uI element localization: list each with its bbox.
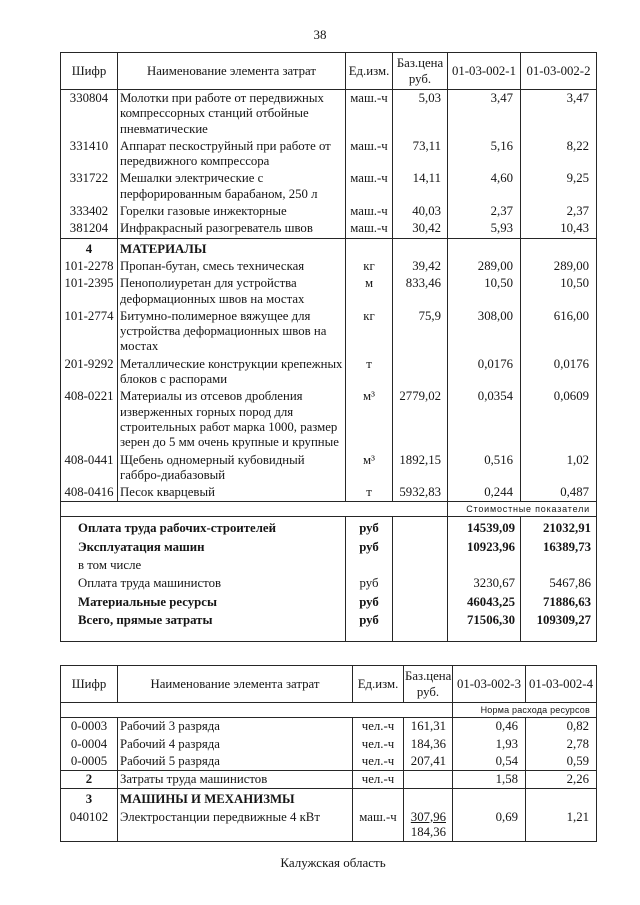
row-value-a: 3,47 xyxy=(448,90,521,138)
row-unit: маш.-ч xyxy=(353,809,404,842)
row-name: Инфракрасный разогреватель швов xyxy=(118,220,346,238)
row-code: 333402 xyxy=(61,203,118,220)
table-row xyxy=(61,138,597,171)
row-name: Пропан-бутан, смесь техническая xyxy=(118,258,346,275)
row-unit: м³ xyxy=(346,452,393,485)
row-value-b: 10,50 xyxy=(521,275,597,308)
row-name: Рабочий 4 разряда xyxy=(118,736,353,753)
summary-unit: руб xyxy=(346,611,393,641)
summary-row xyxy=(61,517,597,538)
footer-region: Калужская область xyxy=(280,855,386,871)
row-unit xyxy=(346,238,393,258)
summary-name: в том числе xyxy=(61,557,346,575)
row-value-a xyxy=(448,238,521,258)
row-price-main: 307,96 xyxy=(410,809,446,824)
cost-indicators-row xyxy=(61,502,597,517)
summary-row xyxy=(61,538,597,556)
row-code: 331410 xyxy=(61,138,118,171)
row-value-b: 0,487 xyxy=(521,484,597,502)
summary-price xyxy=(393,517,448,538)
row-unit: маш.-ч xyxy=(346,203,393,220)
row-price: 833,46 xyxy=(393,275,448,308)
row-code: 408-0221 xyxy=(61,388,118,451)
table-row xyxy=(61,753,597,771)
table-row xyxy=(61,308,597,356)
row-value-b: 1,21 xyxy=(526,809,597,842)
summary-row xyxy=(61,557,597,575)
row-name: Мешалки электрические с перфорированным барабаном, 250 л xyxy=(118,170,346,203)
table-row xyxy=(61,736,597,753)
row-value-b: 1,02 xyxy=(521,452,597,485)
summary-unit: руб xyxy=(346,575,393,593)
row-value-b xyxy=(521,238,597,258)
summary-unit xyxy=(346,557,393,575)
table-row xyxy=(61,90,597,138)
row-value-b: 289,00 xyxy=(521,258,597,275)
summary-unit: руб xyxy=(346,538,393,556)
header-price xyxy=(404,666,453,703)
summary-row xyxy=(61,593,597,611)
row-value-a: 5,93 xyxy=(448,220,521,238)
resource-table-2 xyxy=(60,665,597,842)
section-title: МАТЕРИАЛЫ xyxy=(118,238,346,258)
row-name: Аппарат пескоструйный при работе от передвижного компрессора xyxy=(118,138,346,171)
row-name: Битумно-полимерное вяжущее для устройства деформационных швов на мостах xyxy=(118,308,346,356)
header-code: Шифр xyxy=(61,666,118,703)
row-name: Материалы из отсевов дробления изверженных горных пород для строительных работ марка 1000, размер зерен до 5 мм очень крупные и крупные xyxy=(118,388,346,451)
summary-value-a: 71506,30 xyxy=(448,611,521,641)
row-price: 1892,15 xyxy=(393,452,448,485)
row-code: 4 xyxy=(61,238,118,258)
row-code: 330804 xyxy=(61,90,118,138)
summary-name: Материальные ресурсы xyxy=(61,593,346,611)
header-price-label: Баз.цена xyxy=(396,56,444,70)
summary-unit: руб xyxy=(346,593,393,611)
row-value-a: 0,0354 xyxy=(448,388,521,451)
summary-price xyxy=(393,557,448,575)
summary-value-b: 5467,86 xyxy=(521,575,597,593)
row-price: 14,11 xyxy=(393,170,448,203)
norm-label: Норма расхода ресурсов xyxy=(453,703,597,718)
row-value-a: 1,58 xyxy=(453,771,526,789)
table-row xyxy=(61,809,597,842)
row-code: 3 xyxy=(61,789,118,809)
header-col-a: 01-03-002-1 xyxy=(448,53,521,90)
header-col-b: 01-03-002-4 xyxy=(526,666,597,703)
header-name: Наименование элемента затрат xyxy=(118,666,353,703)
row-name: Пенополиуретан для устройства деформационных швов на мостах xyxy=(118,275,346,308)
table-row xyxy=(61,388,597,451)
row-value-a: 289,00 xyxy=(448,258,521,275)
row-code: 408-0416 xyxy=(61,484,118,502)
row-price: 75,9 xyxy=(393,308,448,356)
summary-price xyxy=(393,611,448,641)
summary-unit: руб xyxy=(346,517,393,538)
row-value-b: 10,43 xyxy=(521,220,597,238)
table-body xyxy=(61,90,597,642)
row-unit: т xyxy=(346,356,393,389)
blank-cell xyxy=(61,703,453,718)
row-value-b: 0,59 xyxy=(526,753,597,771)
summary-value-a xyxy=(448,557,521,575)
row-unit: маш.-ч xyxy=(346,138,393,171)
row-value-a: 0,516 xyxy=(448,452,521,485)
header-price-unit: руб. xyxy=(416,685,440,700)
row-unit: маш.-ч xyxy=(346,220,393,238)
row-value-a: 0,0176 xyxy=(448,356,521,389)
table-row xyxy=(61,718,597,736)
row-value-b xyxy=(526,789,597,809)
row-code: 201-9292 xyxy=(61,356,118,389)
summary-name: Оплата труда машинистов xyxy=(61,575,346,593)
summary-value-b: 71886,63 xyxy=(521,593,597,611)
header-unit: Ед.изм. xyxy=(346,53,393,90)
row-unit: кг xyxy=(346,258,393,275)
summary-name: Всего, прямые затраты xyxy=(61,611,346,641)
row-price xyxy=(393,238,448,258)
header-price-unit: руб. xyxy=(408,72,432,86)
row-unit: чел.-ч xyxy=(353,718,404,736)
summary-row xyxy=(61,575,597,593)
row-value-a xyxy=(453,789,526,809)
header-price xyxy=(393,53,448,90)
row-value-b: 0,0176 xyxy=(521,356,597,389)
row-name: Горелки газовые инжекторные xyxy=(118,203,346,220)
row-unit: чел.-ч xyxy=(353,753,404,771)
header-name: Наименование элемента затрат xyxy=(118,53,346,90)
resource-table-1 xyxy=(60,52,597,642)
row-name: Электростанции передвижные 4 кВт xyxy=(118,809,353,842)
row-name: Щебень одномерный кубовидный габбро-диабазовый xyxy=(118,452,346,485)
row-code: 101-2395 xyxy=(61,275,118,308)
row-value-b: 616,00 xyxy=(521,308,597,356)
row-price: 207,41 xyxy=(404,753,453,771)
row-code: 0-0005 xyxy=(61,753,118,771)
summary-value-a: 46043,25 xyxy=(448,593,521,611)
table-row xyxy=(61,275,597,308)
row-name: Молотки при работе от передвижных компрессорных станций отбойные пневматические xyxy=(118,90,346,138)
summary-price xyxy=(393,593,448,611)
header-col-a: 01-03-002-3 xyxy=(453,666,526,703)
row-price: 30,42 xyxy=(393,220,448,238)
row-value-a: 5,16 xyxy=(448,138,521,171)
row-price xyxy=(393,356,448,389)
row-value-a: 0,54 xyxy=(453,753,526,771)
summary-value-b: 109309,27 xyxy=(521,611,597,641)
row-price-sub: 184,36 xyxy=(410,824,446,839)
row-value-b: 2,78 xyxy=(526,736,597,753)
row-value-a: 4,60 xyxy=(448,170,521,203)
table-header xyxy=(61,53,597,90)
page-number: 38 xyxy=(313,27,327,42)
section-heading-row xyxy=(61,238,597,258)
row-code: 331722 xyxy=(61,170,118,203)
row-code: 0-0003 xyxy=(61,718,118,736)
row-name: Песок кварцевый xyxy=(118,484,346,502)
row-value-a: 308,00 xyxy=(448,308,521,356)
row-code: 2 xyxy=(61,771,118,789)
row-name: Металлические конструкции крепежных блоков с распорами xyxy=(118,356,346,389)
row-unit: чел.-ч xyxy=(353,771,404,789)
row-price xyxy=(404,809,453,842)
header-code: Шифр xyxy=(61,53,118,90)
row-price: 161,31 xyxy=(404,718,453,736)
row-unit: кг xyxy=(346,308,393,356)
row-price: 5,03 xyxy=(393,90,448,138)
row-value-b: 3,47 xyxy=(521,90,597,138)
table-row xyxy=(61,258,597,275)
row-price: 2779,02 xyxy=(393,388,448,451)
summary-value-a: 14539,09 xyxy=(448,517,521,538)
row-unit: т xyxy=(346,484,393,502)
row-unit: м³ xyxy=(346,388,393,451)
row-code: 0-0004 xyxy=(61,736,118,753)
row-code: 101-2774 xyxy=(61,308,118,356)
table-row xyxy=(61,771,597,789)
row-unit xyxy=(353,789,404,809)
section-title: МАШИНЫ И МЕХАНИЗМЫ xyxy=(118,789,353,809)
table-row xyxy=(61,203,597,220)
row-value-a: 0,46 xyxy=(453,718,526,736)
summary-name: Эксплуатация машин xyxy=(61,538,346,556)
row-code: 408-0441 xyxy=(61,452,118,485)
blank-cell xyxy=(61,502,448,517)
table-body xyxy=(61,703,597,842)
summary-price xyxy=(393,538,448,556)
row-value-b: 2,26 xyxy=(526,771,597,789)
row-unit: м xyxy=(346,275,393,308)
row-price: 5932,83 xyxy=(393,484,448,502)
summary-price xyxy=(393,575,448,593)
row-value-b: 0,82 xyxy=(526,718,597,736)
row-price xyxy=(404,771,453,789)
header-row xyxy=(61,53,597,90)
row-value-b: 0,0609 xyxy=(521,388,597,451)
row-value-b: 9,25 xyxy=(521,170,597,203)
row-code: 381204 xyxy=(61,220,118,238)
row-name: Затраты труда машинистов xyxy=(118,771,353,789)
row-price: 73,11 xyxy=(393,138,448,171)
header-price-label: Баз.цена xyxy=(405,669,452,684)
norm-row xyxy=(61,703,597,718)
summary-value-b: 21032,91 xyxy=(521,517,597,538)
row-unit: маш.-ч xyxy=(346,90,393,138)
row-code: 040102 xyxy=(61,809,118,842)
row-price: 39,42 xyxy=(393,258,448,275)
summary-value-b: 16389,73 xyxy=(521,538,597,556)
summary-value-a: 10923,96 xyxy=(448,538,521,556)
row-value-b: 8,22 xyxy=(521,138,597,171)
row-value-a: 0,69 xyxy=(453,809,526,842)
table-row xyxy=(61,170,597,203)
row-unit: маш.-ч xyxy=(346,170,393,203)
header-unit: Ед.изм. xyxy=(353,666,404,703)
row-name: Рабочий 3 разряда xyxy=(118,718,353,736)
header-row xyxy=(61,666,597,703)
summary-value-b xyxy=(521,557,597,575)
summary-name: Оплата труда рабочих-строителей xyxy=(61,517,346,538)
row-code: 101-2278 xyxy=(61,258,118,275)
row-price xyxy=(404,789,453,809)
table-row xyxy=(61,484,597,502)
row-value-a: 10,50 xyxy=(448,275,521,308)
row-unit: чел.-ч xyxy=(353,736,404,753)
row-value-a: 0,244 xyxy=(448,484,521,502)
row-value-a: 1,93 xyxy=(453,736,526,753)
summary-value-a: 3230,67 xyxy=(448,575,521,593)
table-row xyxy=(61,356,597,389)
header-col-b: 01-03-002-2 xyxy=(521,53,597,90)
section-heading-row xyxy=(61,789,597,809)
summary-row xyxy=(61,611,597,641)
row-value-b: 2,37 xyxy=(521,203,597,220)
row-price: 40,03 xyxy=(393,203,448,220)
table-row xyxy=(61,452,597,485)
table-row xyxy=(61,220,597,238)
row-price: 184,36 xyxy=(404,736,453,753)
cost-indicators-label: Стоимостные показатели xyxy=(448,502,597,517)
row-value-a: 2,37 xyxy=(448,203,521,220)
row-name: Рабочий 5 разряда xyxy=(118,753,353,771)
table-header xyxy=(61,666,597,703)
